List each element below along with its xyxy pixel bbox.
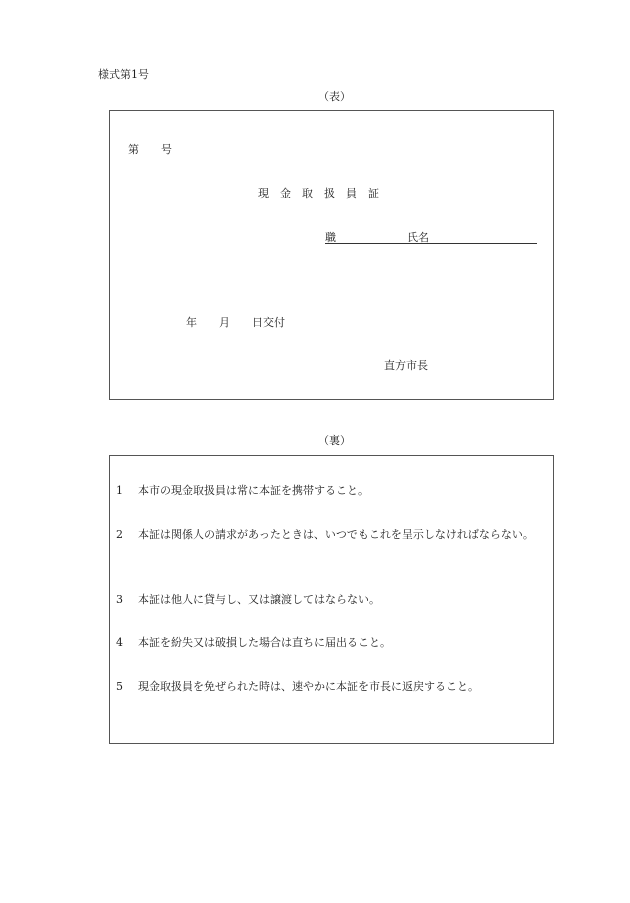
card-title: 現 金 取 扱 員 証 [258,187,379,200]
rule-number: 4 [116,636,123,649]
front-card [109,110,554,400]
issuer: 直方市長 [384,359,428,372]
rule-text: 本証を紛失又は破損した場合は直ちに届出ること。 [138,636,391,649]
rule-item-2 [116,524,550,546]
number-label: 第 号 [128,143,172,156]
rule-text: 本証は関係人の請求があったときは、いつでもこれを呈示しなければならない。 [138,528,534,541]
rule-text: 本証は他人に貸与し、又は譲渡してはならない。 [138,593,380,606]
rule-number: 3 [116,593,123,606]
back-heading: （裏） [318,434,351,447]
rule-item-4 [116,632,552,654]
rule-item-5 [116,676,552,698]
rule-number: 1 [116,484,123,497]
rule-text: 現金取扱員を免ぜられた時は、速やかに本証を市長に返戻すること。 [138,680,479,693]
rule-number: 5 [116,680,123,693]
rule-item-3 [116,589,552,611]
rule-text: 本市の現金取扱員は常に本証を携帯すること。 [138,484,369,497]
job-name-line [325,229,537,244]
rule-number: 2 [116,528,123,541]
rule-item-1 [116,480,552,502]
form-number: 様式第1号 [98,68,149,81]
name-label: 氏名 [407,231,429,244]
front-heading: （表） [318,90,351,103]
job-label: 職 [325,231,336,244]
issue-date-label: 年 月 日交付 [186,316,285,329]
